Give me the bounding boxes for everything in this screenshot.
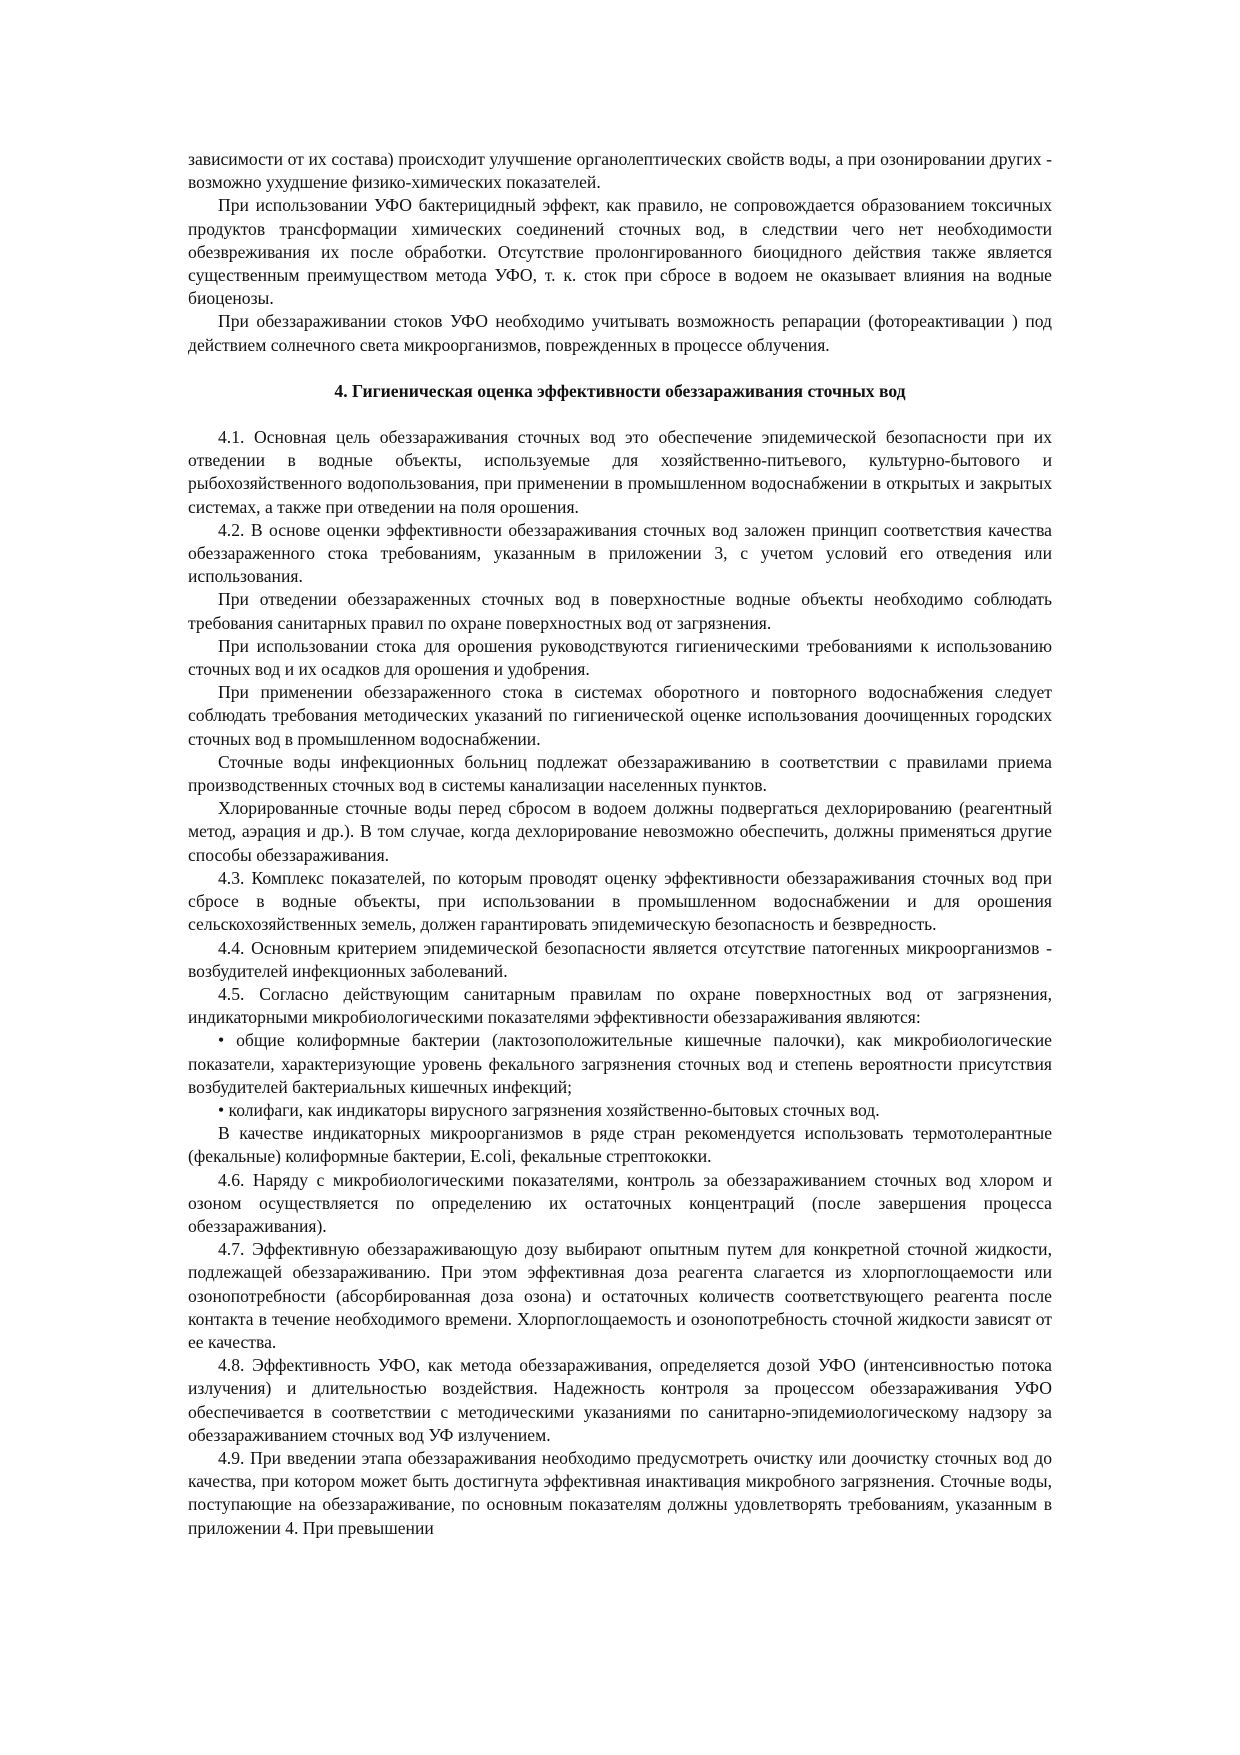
paragraph-indicators-other-countries: В качестве индикаторных микроорганизмов в ряде стран рекомендуется использовать термотолерантные (фекальные) колиформные бактерии, E.coli, фекальные стрептококки. — [188, 1123, 1052, 1167]
paragraph-4-1: 4.1. Основная цель обеззараживания сточных вод это обеспечение эпидемической безопасности при их отведении в водные объекты, используемые для хозяйственно-питьевого, культурно-бытового и рыбохозяйственного водопользования, при применении в промышленном водоснабжении в открытых и закрытых системах, а также при отведении на поля орошения. — [188, 427, 1052, 517]
paragraph-surface-water: При отведении обеззараженных сточных вод в поверхностные водные объекты необходимо соблюдать требования санитарных правил по охране поверхностных вод от загрязнения. — [188, 589, 1052, 633]
paragraph-4-3: 4.3. Комплекс показателей, по которым проводят оценку эффективности обеззараживания сточных вод при сбросе в водные объекты, при использовании в промышленном водоснабжении и для орошения сельскохозяйственных земель, должен гарантировать эпидемическую безопасность и безвредность. — [188, 867, 1052, 935]
paragraph-4-8: 4.8. Эффективность УФО, как метода обеззараживания, определяется дозой УФО (интенсивностью потока излучения) и длительностью воздействия. Надежность контроля за процессом обеззараживания УФО обеспечивается в соответствии с методическими указаниями по санитарно-эпидемиологическому надзору за обеззараживанием сточных вод УФ излучением. — [188, 1355, 1052, 1445]
paragraph-irrigation: При использовании стока для орошения руководствуются гигиеническими требованиями к использованию сточных вод и их осадков для орошения и удобрения. — [188, 635, 1052, 680]
list-item-coliphages: • колифаги, как индикаторы вирусного загрязнения хозяйственно-бытовых сточных вод. — [218, 1099, 880, 1120]
paragraph-ufo-reparation: При обеззараживании стоков УФО необходимо учитывать возможность репарации (фотореактивации ) под действием солнечного света микроорганизмов, поврежденных в процессе облучения. — [188, 311, 1052, 355]
paragraph-hospitals: Сточные воды инфекционных больниц подлежат обеззараживанию в соответствии с правилами приема производственных сточных вод в системы канализации населенных пунктов. — [188, 751, 1052, 796]
paragraph-4-2: 4.2. В основе оценки эффективности обеззараживания сточных вод заложен принцип соответствия качества обеззараженного стока требованиям, указанным в приложении 3, с учетом условий его отведения или использования. — [188, 519, 1052, 587]
paragraph-4-9: 4.9. При введении этапа обеззараживания необходимо предусмотреть очистку или доочистку сточных вод до качества, при котором может быть достигнута эффективная инактивация микробного загрязнения. Сточные воды, поступающие на обеззараживание, по основным показателям должны удовлетворять требованиям, указанным в приложении 4. При превышении — [188, 1447, 1052, 1538]
paragraph-4-7: 4.7. Эффективную обеззараживающую дозу выбирают опытным путем для конкретной сточной жидкости, подлежащей обеззараживанию. При этом эффективная доза реагента слагается из хлорпоглощаемости или озонопотребности (абсорбированная доза озона) и остаточных количеств соответствующего реагента после контакта в течение необходимого времени. Хлорпоглощаемость и озонопотребность сточной жидкости зависят от ее качества. — [188, 1239, 1052, 1352]
document-page — [188, 148, 1052, 1540]
paragraph-recycled-water: При применении обеззараженного стока в системах оборотного и повторного водоснабжения следует соблюдать требования методических указаний по гигиенической оценке использования доочищенных городских сточных вод в промышленном водоснабжении. — [188, 682, 1052, 749]
paragraph-4-5: 4.5. Согласно действующим санитарным правилам по охране поверхностных вод от загрязнения, индикаторными микробиологическими показателями эффективности обеззараживания являются: — [188, 983, 1052, 1028]
paragraph-dechlorination: Хлорированные сточные воды перед сбросом в водоем должны подвергаться дехлорированию (реагентный метод, аэрация и др.). В том случае, когда дехлорирование невозможно обеспечить, должны применяться другие способы обеззараживания. — [188, 798, 1052, 865]
list-item-coliform: • общие колиформные бактерии (лактозоположительные кишечные палочки), как микробиологические показатели, характеризующие уровень фекального загрязнения сточных вод и степень вероятности присутствия возбудителей бактериальных кишечных инфекций; — [188, 1030, 1052, 1097]
paragraph-continuation: зависимости от их состава) происходит улучшение органолептических свойств воды, а при озонировании других - возможно ухудшение физико-химических показателей. — [188, 149, 1052, 193]
paragraph-4-6: 4.6. Наряду с микробиологическими показателями, контроль за обеззараживанием сточных вод хлором и озоном осуществляется по определению их остаточных концентраций (после завершения процесса обеззараживания). — [188, 1169, 1052, 1236]
paragraph-4-4: 4.4. Основным критерием эпидемической безопасности является отсутствие патогенных микроорганизмов - возбудителей инфекционных заболеваний. — [188, 937, 1052, 981]
paragraph-ufo-effect: При использовании УФО бактерицидный эффект, как правило, не сопровождается образованием токсичных продуктов трансформации химических соединений сточных вод, в следствии чего нет необходимости обезвреживания их после обработки. Отсутствие пролонгированного биоцидного действия также является существенным преимуществом метода УФО, т. к. сток при сбросе в водоем не оказывает влияния на водные биоценозы. — [188, 195, 1052, 309]
section-heading: 4. Гигиеническая оценка эффективности обеззараживания сточных вод — [334, 380, 906, 401]
